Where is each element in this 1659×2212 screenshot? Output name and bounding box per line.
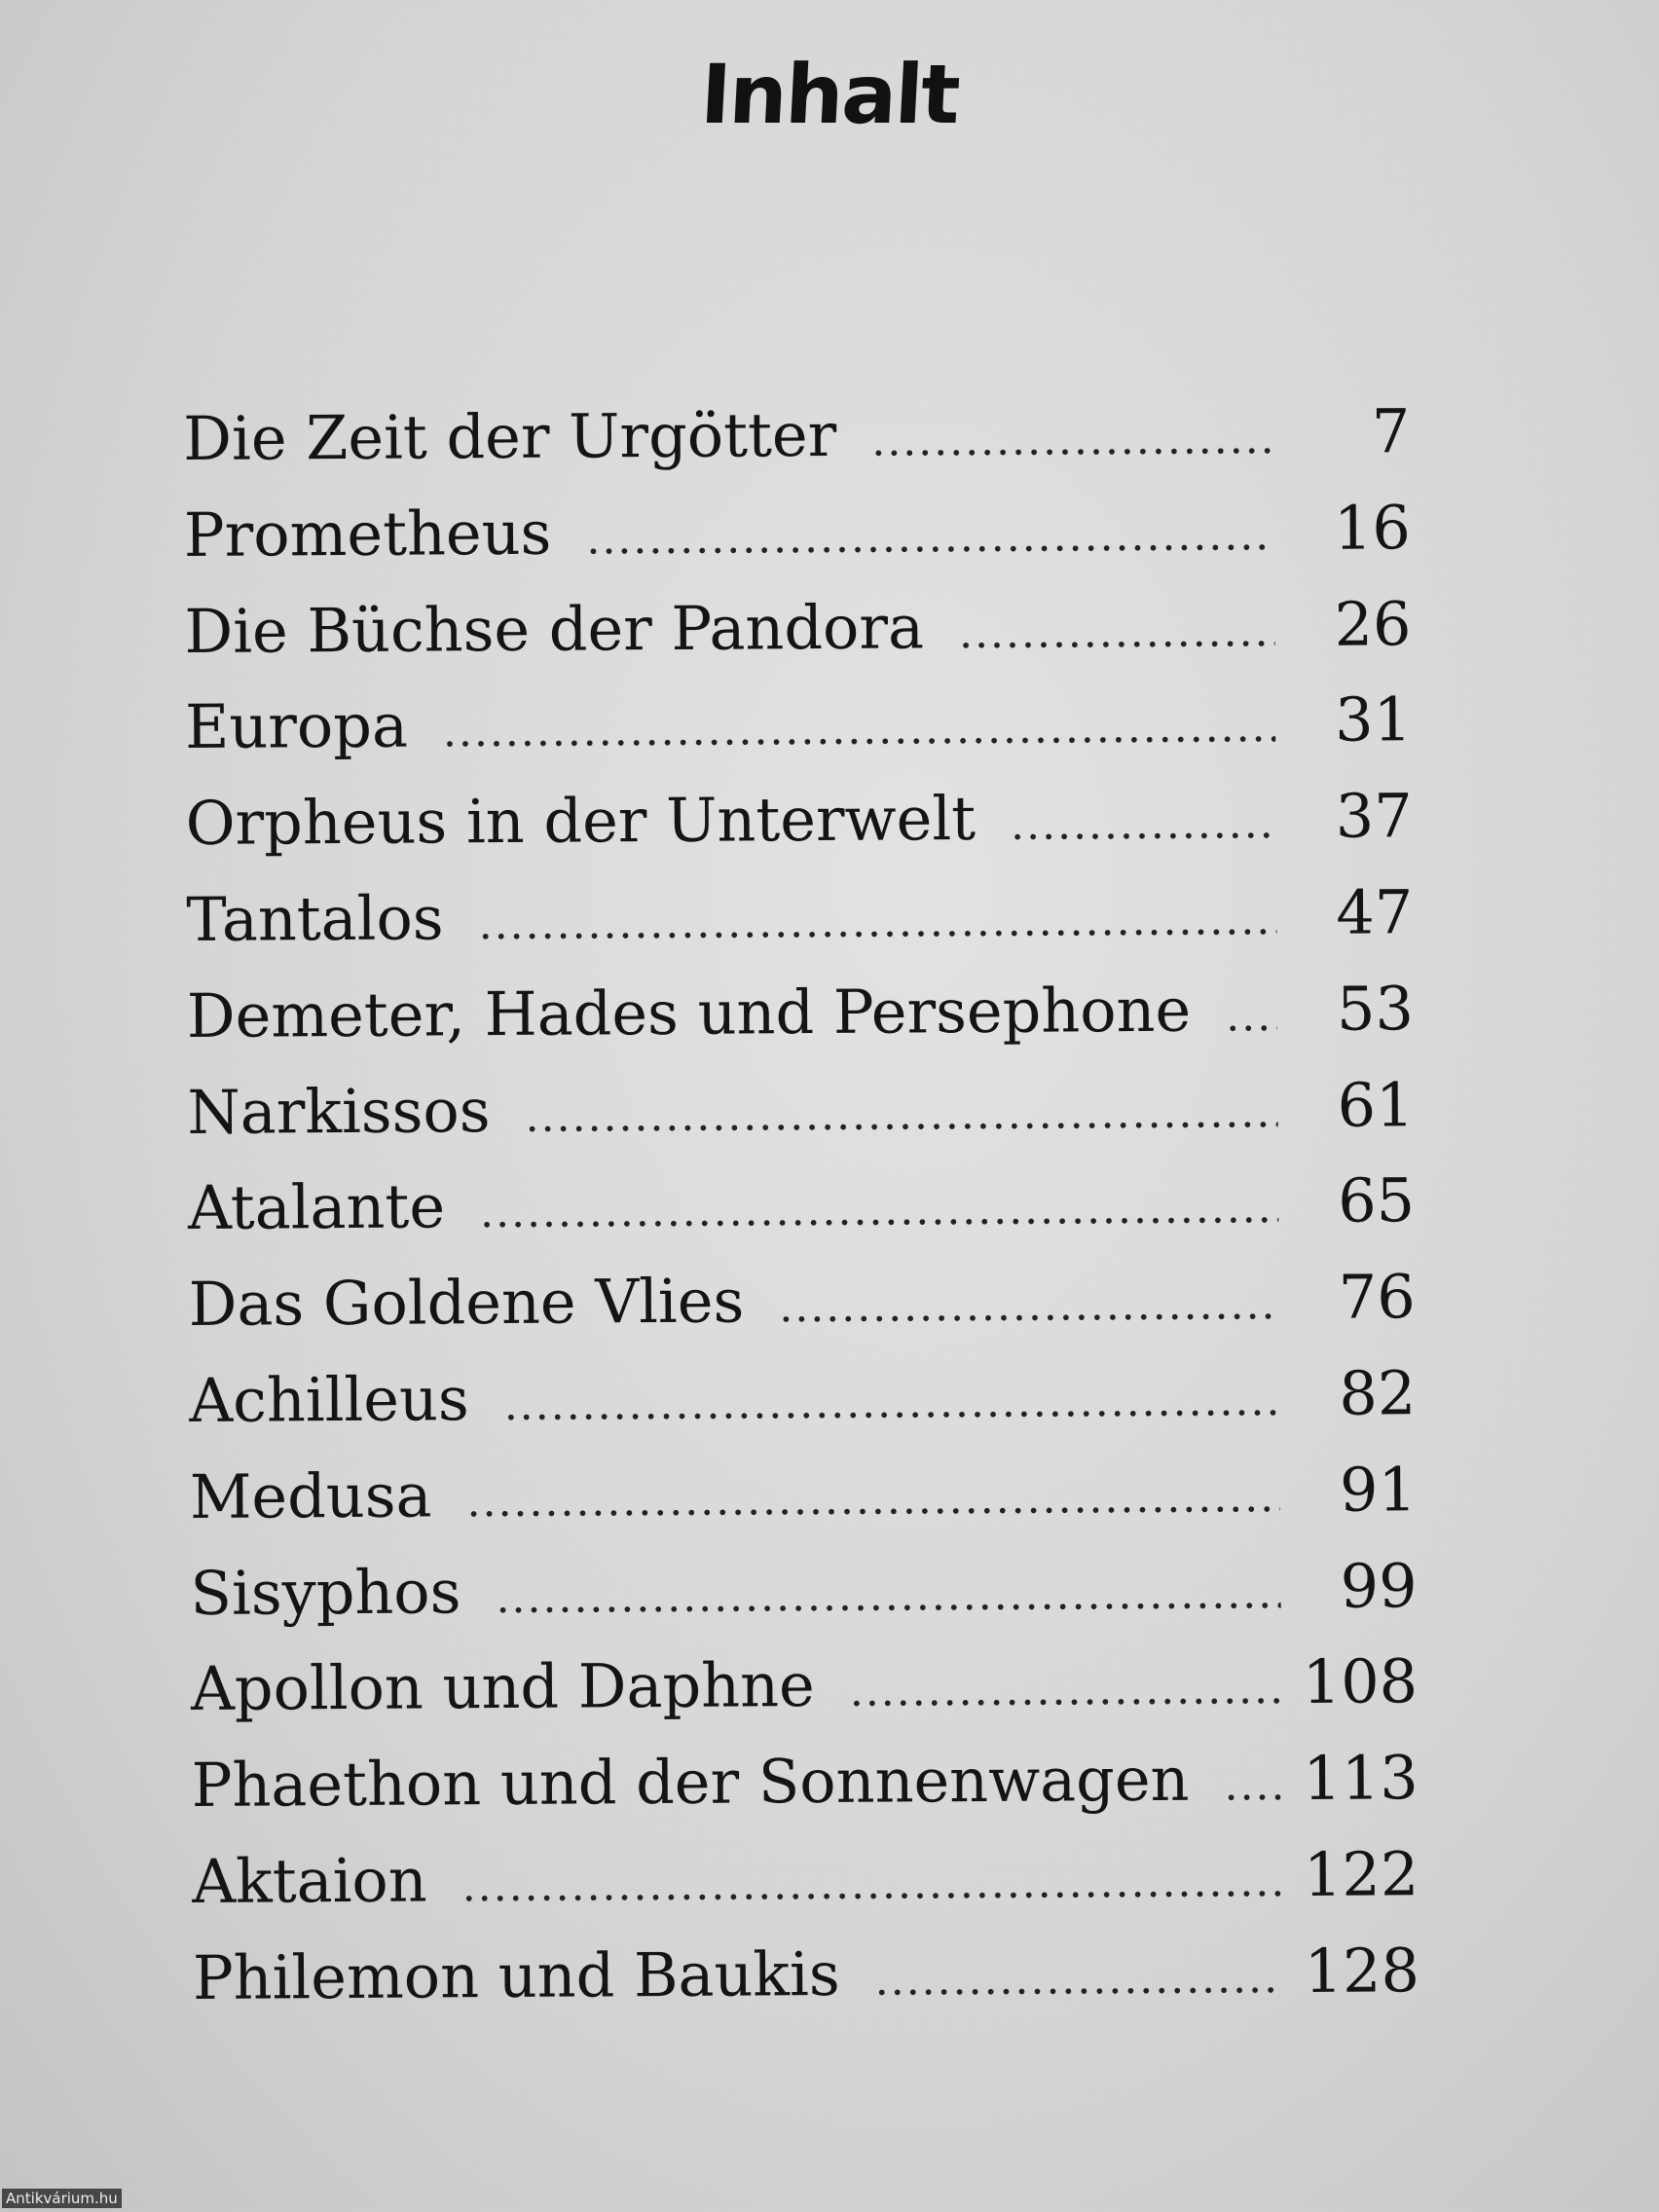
- toc-entry: [191, 1730, 1419, 1833]
- toc-entry: [186, 865, 1414, 968]
- toc-entry: [188, 1249, 1416, 1352]
- toc-entry-title: Tantalos: [186, 882, 444, 955]
- toc-entry-page: 37: [1335, 780, 1413, 852]
- toc-dot-leader: [466, 1450, 1280, 1551]
- toc-entry-page: 7: [1371, 395, 1411, 467]
- toc-entry: [191, 1635, 1419, 1738]
- toc-entry: [189, 1346, 1417, 1449]
- toc-entry-title: Orpheus in der Unterwelt: [185, 783, 977, 860]
- toc-entry-page: 108: [1302, 1645, 1419, 1718]
- toc-entry-title: Die Zeit der Urgötter: [183, 398, 837, 474]
- toc-dot-leader: [586, 488, 1274, 588]
- page-title: Inhalt: [698, 47, 961, 142]
- toc-entry-page: 61: [1337, 1068, 1415, 1141]
- toc-entry-title: Phaethon und der Sonnenwagen: [191, 1743, 1190, 1822]
- toc-entry-page: 26: [1334, 587, 1412, 660]
- toc-entry-title: Demeter, Hades und Persephone: [186, 974, 1192, 1051]
- toc-entry: [193, 1923, 1420, 2026]
- toc-entry: [187, 961, 1415, 1064]
- toc-entry: [184, 576, 1412, 680]
- toc-dot-leader: [478, 872, 1276, 974]
- table-of-contents: [183, 384, 1419, 2026]
- toc-entry: [184, 480, 1412, 583]
- toc-entry-page: 99: [1340, 1549, 1418, 1622]
- toc-entry-title: Philemon und Baukis: [192, 1937, 840, 2013]
- toc-dot-leader: [1224, 1738, 1282, 1834]
- toc-dot-leader: [959, 584, 1275, 682]
- toc-dot-leader: [1011, 776, 1276, 873]
- toc-entry-page: 82: [1339, 1357, 1417, 1429]
- toc-dot-leader: [503, 1353, 1279, 1455]
- toc-dot-leader: [480, 1161, 1279, 1263]
- toc-dot-leader: [525, 1065, 1278, 1166]
- toc-entry-title: Die Büchse der Pandora: [184, 590, 925, 667]
- toc-dot-leader: [496, 1546, 1281, 1647]
- toc-entry: [188, 1154, 1416, 1257]
- toc-entry-title: Aktaion: [192, 1844, 427, 1917]
- toc-entry-page: 113: [1303, 1742, 1419, 1815]
- toc-entry-title: Achilleus: [189, 1363, 469, 1436]
- toc-entry: [187, 1057, 1415, 1161]
- toc-entry-title: Atalante: [187, 1170, 446, 1244]
- toc-entry: [185, 673, 1413, 776]
- toc-dot-leader: [443, 681, 1276, 782]
- toc-entry: [183, 384, 1411, 487]
- toc-dot-leader: [779, 1257, 1279, 1356]
- toc-entry-title: Prometheus: [183, 497, 552, 571]
- toc-entry-page: 65: [1337, 1164, 1416, 1237]
- toc-dot-leader: [871, 391, 1274, 490]
- toc-entry-title: Sisyphos: [190, 1555, 461, 1629]
- toc-entry-page: 47: [1336, 876, 1414, 948]
- toc-entry: [190, 1538, 1418, 1641]
- toc-entry-page: 128: [1304, 1935, 1420, 2007]
- toc-entry: [185, 768, 1413, 871]
- toc-dot-leader: [1226, 969, 1277, 1065]
- toc-entry-title: Europa: [184, 689, 409, 763]
- toc-entry-page: 122: [1303, 1838, 1419, 1910]
- toc-entry-page: 91: [1339, 1454, 1418, 1526]
- toc-dot-leader: [874, 1931, 1283, 2029]
- toc-entry-page: 16: [1333, 492, 1412, 564]
- toc-entry-title: Narkissos: [187, 1074, 491, 1148]
- toc-entry: [192, 1826, 1419, 1930]
- toc-entry: [190, 1442, 1418, 1545]
- toc-dot-leader: [461, 1834, 1282, 1936]
- toc-entry-page: 31: [1334, 683, 1413, 756]
- toc-entry-page: 53: [1336, 973, 1415, 1045]
- toc-entry-title: Das Goldene Vlies: [188, 1265, 745, 1341]
- toc-entry-page: 76: [1338, 1261, 1416, 1333]
- watermark-label: Antikvárium.hu: [2, 2189, 122, 2208]
- toc-entry-title: Apollon und Daphne: [190, 1649, 815, 1725]
- toc-entry-title: Medusa: [189, 1459, 432, 1532]
- toc-dot-leader: [849, 1641, 1281, 1741]
